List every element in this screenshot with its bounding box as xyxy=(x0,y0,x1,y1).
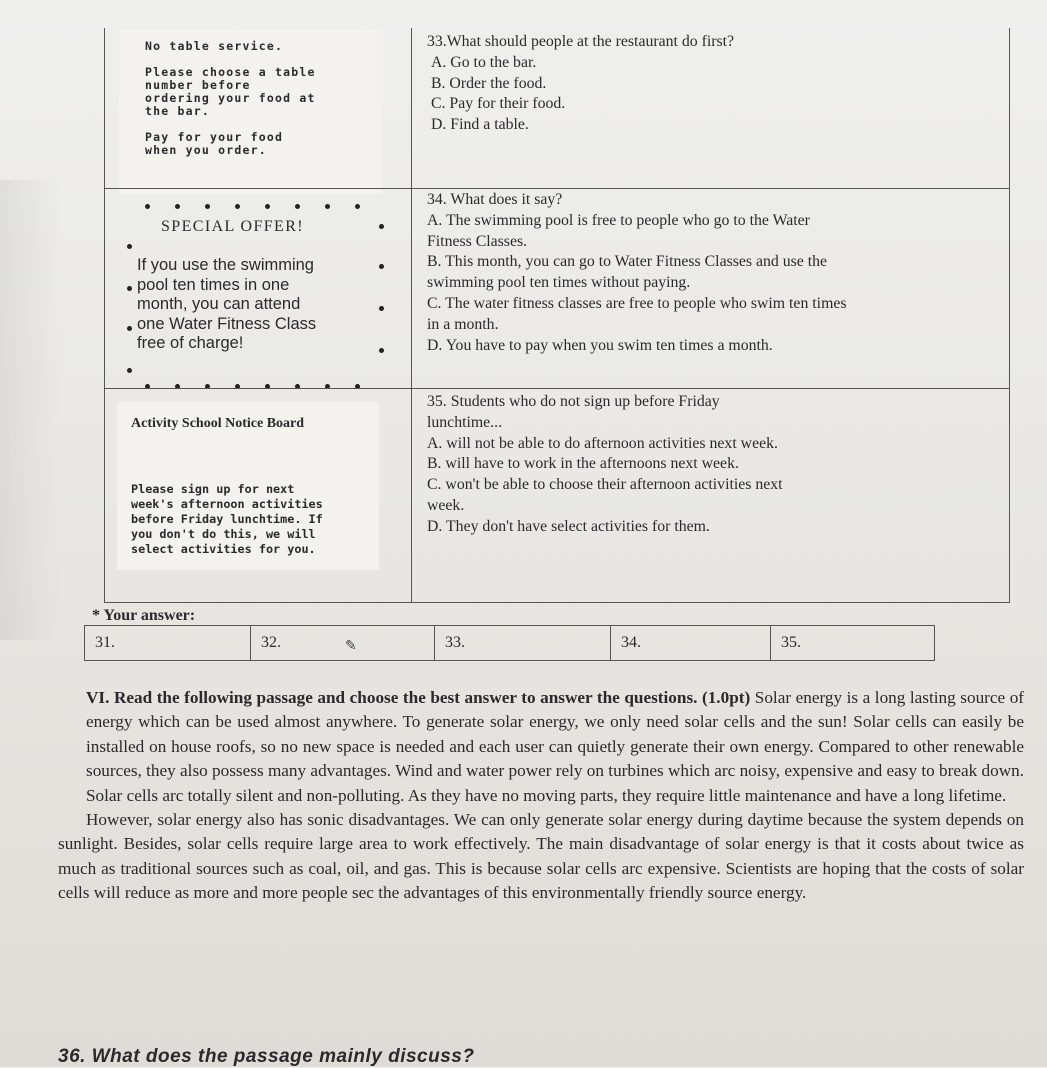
restaurant-sign-text: No table service. Please choose a table number before ordering your food at the bar. Pay for your food when you order. xyxy=(145,39,316,157)
row-divider xyxy=(411,188,1009,189)
notice-column xyxy=(105,28,412,602)
section-heading: VI. Read the following passage and choose the best answer to answer the questions. (1.0pt) xyxy=(86,688,751,707)
answer-table xyxy=(84,625,935,661)
question-35 xyxy=(427,392,1001,538)
border-dot xyxy=(379,348,384,353)
row-divider xyxy=(105,188,411,189)
border-dot xyxy=(127,368,132,373)
border-dot xyxy=(295,204,300,209)
answer-cell-35[interactable] xyxy=(771,626,931,660)
question-stem: 35. Students who do not sign up before Friday lunchtime... xyxy=(427,393,720,431)
reading-passage xyxy=(58,686,1024,906)
page-edge-shadow xyxy=(0,180,60,640)
border-dot xyxy=(379,306,384,311)
school-notice-board xyxy=(117,402,379,570)
passage-paragraph-2: However, solar energy also has sonic disadvantages. We can only generate solar energy during daytime because the system depends on sunlight. Besides, solar cells require large area to work effectively. The main disadvantage of solar energy is that it costs about twice as much as traditional sources such as coal, oil, and gas. This is because solar cells arc expensive. Scientists are hoping that the costs of solar cells will reduce as more and more people sec the advantages of this environmentally friendly source energy. xyxy=(58,810,1024,903)
option-c: C. The water fitness classes are free to people who swim ten times in a month. xyxy=(427,294,847,333)
option-a: A. will not be able to do afternoon activities next week. xyxy=(427,434,778,452)
question-stem: 34. What does it say? xyxy=(427,191,563,208)
option-d: D. They don't have select activities for them. xyxy=(427,517,710,535)
option-c: C. Pay for their food. xyxy=(431,95,566,113)
border-dot xyxy=(379,264,384,269)
paragraph-1-text: Solar energy is a long lasting source of energy which can be used almost anywhere. To generate solar energy, we only need solar cells and the sun! Solar cells can easily be installed on house roofs, so no new space is needed and each user can quietly generate their own energy. Compared to other renewable sources, they also possess many advantages. Wind and water power rely on turbines which arc noisy, expensive and easy to break down. Solar cells arc totally silent and non-polluting. As they have no moving parts, they require little maintenance and have a long lifetime. xyxy=(86,688,1025,805)
passage-paragraph-1 xyxy=(58,686,1024,808)
border-dot xyxy=(379,224,384,229)
question-36: 36. What does the passage mainly discuss? xyxy=(58,1046,475,1067)
answer-number: 32. xyxy=(261,634,281,651)
option-a: A. The swimming pool is free to people who go to the Water Fitness Classes. xyxy=(427,211,810,250)
option-d: D. Find a table. xyxy=(431,116,529,134)
answer-cell-32[interactable] xyxy=(251,626,435,660)
border-dot xyxy=(127,244,132,249)
question-33 xyxy=(427,32,734,136)
answer-number: 34. xyxy=(621,634,641,651)
row-divider xyxy=(411,388,1009,389)
answer-number: 33. xyxy=(445,634,465,651)
offer-title: SPECIAL OFFER! xyxy=(161,218,305,235)
answer-number: 35. xyxy=(781,634,801,651)
border-dot xyxy=(205,204,210,209)
pen-mark-icon: ✎ xyxy=(345,639,357,654)
border-dot xyxy=(127,326,132,331)
option-b: B. Order the food. xyxy=(431,74,547,92)
row-divider xyxy=(105,388,411,389)
notice-body: Please sign up for next week's afternoon activities before Friday lunchtime. If you don't do this, we will select activities for you. xyxy=(131,482,323,556)
border-dot xyxy=(355,204,360,209)
border-dot xyxy=(175,204,180,209)
border-dot xyxy=(235,204,240,209)
question-table xyxy=(104,28,1010,603)
answer-cell-34[interactable] xyxy=(611,626,771,660)
border-dot xyxy=(145,204,150,209)
offer-body: If you use the swimming pool ten times in one month, you can attend one Water Fitness Class free of charge! xyxy=(137,256,317,352)
question-stem: 33.What should people at the restaurant do first? xyxy=(427,33,735,50)
option-b: B. This month, you can go to Water Fitness Classes and use the swimming pool ten times without paying. xyxy=(427,253,828,292)
your-answer-label: * Your answer: xyxy=(92,607,196,624)
answer-cell-33[interactable] xyxy=(435,626,611,660)
pool-offer-sign xyxy=(105,190,411,386)
option-c: C. won't be able to choose their afternoon activities next week. xyxy=(427,476,783,514)
notice-title: Activity School Notice Board xyxy=(131,416,305,431)
option-b: B. will have to work in the afternoons next week. xyxy=(427,455,739,473)
border-dot xyxy=(325,204,330,209)
question-34 xyxy=(427,190,1001,356)
restaurant-sign xyxy=(119,30,383,194)
border-dot xyxy=(265,204,270,209)
answer-cell-31[interactable] xyxy=(85,626,251,660)
option-a: A. Go to the bar. xyxy=(431,53,537,71)
answer-number: 31. xyxy=(95,634,115,651)
border-dot xyxy=(127,286,132,291)
option-d: D. You have to pay when you swim ten times a month. xyxy=(427,336,773,354)
